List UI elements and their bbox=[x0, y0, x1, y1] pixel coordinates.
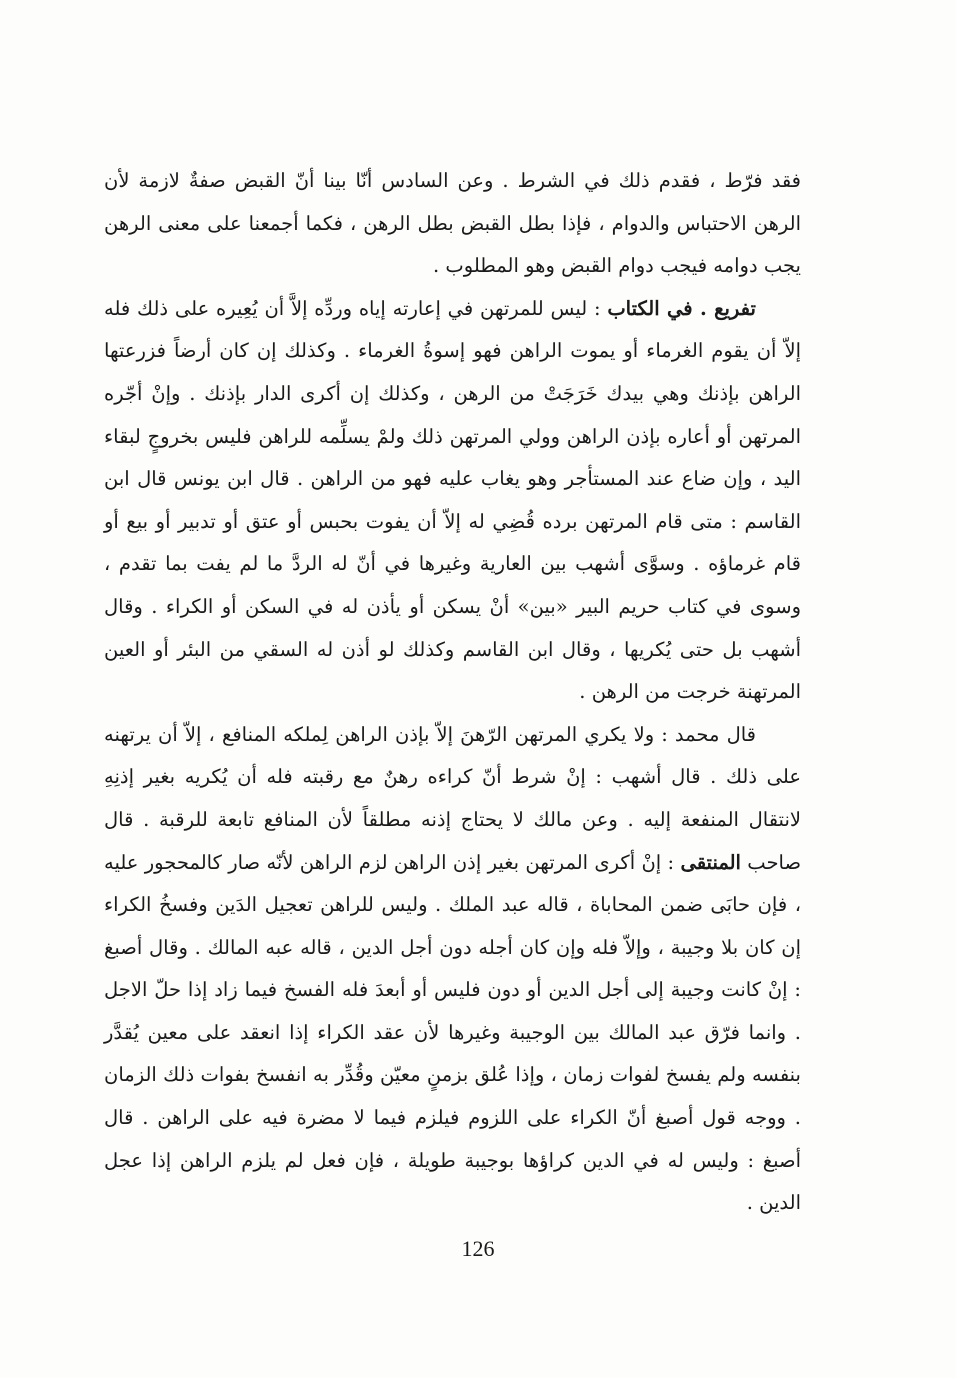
paragraph-3 bbox=[104, 714, 801, 1225]
paragraph-1 bbox=[104, 160, 801, 288]
paragraph-3-body bbox=[104, 714, 801, 1225]
body-text bbox=[104, 160, 801, 1225]
paragraph-3-text-before: قال محمد : ولا يكري المرتهن الرّهنَ إلاّ بإذن الراهن لِملكه المنافع ، إلاّ أن يرتهنه على ذلك . قال أشهب : إنْ شرط أنّ كراءه رهنٌ مع رقبته فله أن يُكريه بغير إذنِهِ لانتقال المنفعة إليه . وعن مالك لا يحتاج إذنه مطلقاً لأن المنافع تابعة للرقبة . قال صاحب bbox=[104, 722, 802, 874]
paragraph-1-text: فقد فرّط ، فقدم ذلك في الشرط . وعن السادس أنّا بينا أنّ القبض صفةٌ لازمة لأن الرهن الاحتباس والدوام ، فإذا بطل القبض بطل الرهن ، فكما أجمعنا على معنى الرهن يجب دوامه فيجب دوام القبض وهو المطلوب . bbox=[104, 169, 801, 278]
paragraph-2-body bbox=[104, 288, 801, 714]
page-number: 126 bbox=[461, 1236, 495, 1261]
paragraph-3-text-after: : إنْ أكرى المرتهن بغير إذن الراهن لزم الراهن لأنّه صار كالمحجور عليه ، فإن حابَى ضمن المحاباة ، قاله عبد الملك . وليس للراهن تعجيل الدَين وفسخُ الكراء إن كان بلا وجيبة ، وإلاّ فله وإن كان أجله دون أجل الدين ، قاله عبه المالك . وقال أصبغ : إنْ كانت وجيبة إلى أجل الدين أو دون فليس أو أبعدَ فله الفسخ فيما زاد إذا حلّ الاجل . وانما فرّق عبد المالك بين الوجيبة وغيرها لأن عقد الكراء إذا انعقد على معين يُقدَّر بنفسه ولم يفسخ لفوات زمان ، وإذا عُلق بزمنٍ معيّن وقُدِّر به انفسخ بفوات ذلك الزمان . ووجه قول أصبغ أنّ الكراء على اللزوم فيلزم فيما لا مضرة فيه على الراهن . قال أصبغ : وليس له في الدين كراؤها بوجيبة طويلة ، فإن فعل لم يلزم الراهن إذا عجل الدين . bbox=[104, 850, 801, 1215]
paragraph-2-heading: تفريع . في الكتاب bbox=[607, 296, 756, 320]
paragraph-3-bold-term: المنتقى bbox=[680, 850, 741, 874]
paragraph-2-text: : ليس للمرتهن في إعارته إياه وردِّه إلاَّ أن يُعِيره على ذلك فله إلاّ أن يقوم الغرماء أو يموت الراهن فهو إسوةُ الغرماء . وكذلك إن كان أرضاً فزرعتها الراهن بإذنك وهي بيدك خَرَجَتْ من الرهن ، وكذلك إن أكرى الدار بإذنك . وإنْ أجّره المرتهن أو أعاره بإذن الراهن وولي المرتهن ذلك ولمْ يسلِّمه للراهن فليس بخروجٍ لبقاء اليد ، وإن ضاع عند المستأجر وهو يغاب عليه فهو من الراهن . قال ابن يونس قال ابن القاسم : متى قام المرتهن برده قُضِي له إلاّ أن يفوت بحبس أو عتق أو تدبير أو بيع أو قام غرماؤه . وسوَّى أشهب بين العارية وغيرها في أنّ له الردَّ ما لم يفت بما تقدم ، وسوى في كتاب حريم البير «بين» أنْ يسكن أو يأذن له في السكن أو الكراء . وقال أشهب بل حتى يُكريها ، وقال ابن القاسم وكذلك لو أذن له السقي من البئر أو العين المرتهنة خرجت من الرهن . bbox=[104, 296, 801, 704]
paragraph-2 bbox=[104, 288, 801, 714]
